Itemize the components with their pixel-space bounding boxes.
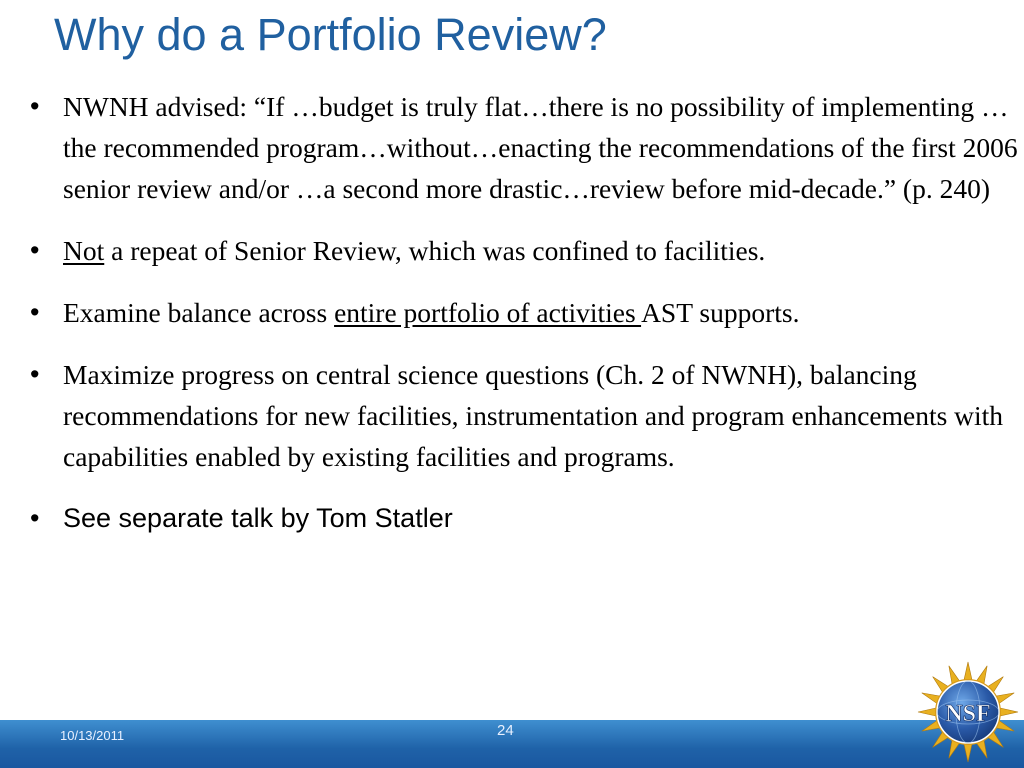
- bullet-marker: •: [30, 503, 40, 533]
- bullet-marker: •: [30, 235, 40, 265]
- nsf-logo-icon: [916, 660, 1020, 764]
- underlined-phrase-portfolio: entire portfolio of activities: [334, 297, 642, 328]
- footer-date: 10/13/2011: [60, 728, 125, 743]
- bullet-text: a repeat of Senior Review, which was confined to facilities.: [104, 235, 766, 266]
- bullet-list: [30, 86, 1020, 539]
- bullet-marker: •: [30, 91, 40, 121]
- bullet-item-nwnh-quote: [30, 86, 1020, 209]
- page-number: 24: [497, 722, 514, 739]
- logo-label: NSF: [945, 701, 991, 727]
- slide-title: Why do a Portfolio Review?: [54, 9, 607, 60]
- bullet-text: See separate talk by Tom Statler: [63, 503, 453, 533]
- bullet-item-maximize-progress: [30, 354, 1020, 477]
- bullet-marker: •: [30, 359, 40, 389]
- bullet-text-after: AST supports.: [641, 297, 800, 328]
- bullet-item-examine-balance: [30, 292, 1020, 333]
- bullet-text-before: Examine balance across: [63, 297, 335, 328]
- bullet-text: Maximize progress on central science questions (Ch. 2 of NWNH), balancing recommendations for new facilities, instrumentation and program enhancements with capabilities enabled by existing facilities and programs.: [63, 359, 1004, 472]
- bullet-item-not-repeat: [30, 230, 1020, 271]
- bullet-item-separate-talk: [30, 498, 1020, 539]
- underlined-word-not: Not: [63, 235, 105, 266]
- bullet-marker: •: [30, 297, 40, 327]
- footer-bar: [0, 720, 1024, 768]
- bullet-text: NWNH advised: “If …budget is truly flat…there is no possibility of implementing …the recommended program…without…enacting the recommendations of the first 2006 senior review and/or …a second more drastic…review before mid-decade.” (p. 240): [63, 91, 1018, 204]
